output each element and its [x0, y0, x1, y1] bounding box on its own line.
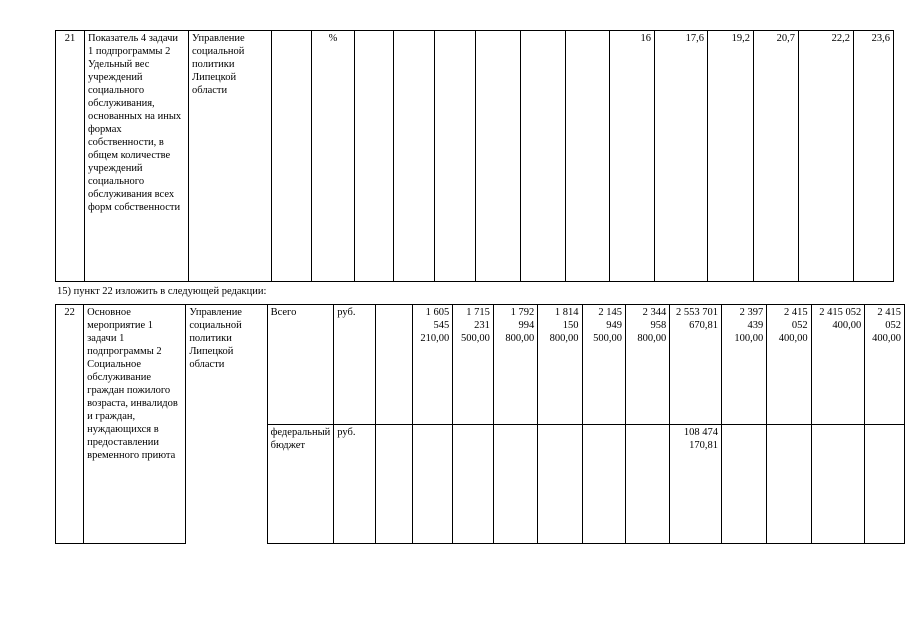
value-cell: 1 605 545 210,00: [412, 305, 453, 425]
value-cell: [538, 424, 582, 544]
value-cell: 23,6: [854, 31, 894, 282]
value-cell: 2 397 439 100,00: [722, 305, 767, 425]
value-cell: 2 344 958 800,00: [625, 305, 669, 425]
value-cell: [625, 424, 669, 544]
value-cell: 19,2: [708, 31, 754, 282]
row-number: 21: [56, 31, 85, 282]
value-cell: 2 553 701 670,81: [670, 305, 722, 425]
value-cell: [865, 424, 905, 544]
activity-name: Основное мероприятие 1 задачи 1 подпрограммы 2 Социальное обслуживание граждан пожилого возраста, инвалидов и граждан, нуждающихся в предоставлении временного приюта: [84, 305, 186, 544]
row-number: 22: [56, 305, 84, 544]
value-cell: [355, 31, 394, 282]
unit-cell: руб.: [334, 424, 376, 544]
value-cell: [435, 31, 476, 282]
table-row-21: [55, 30, 894, 282]
value-cell: 2 415 052 400,00: [811, 305, 865, 425]
value-cell: 1 792 994 800,00: [493, 305, 537, 425]
value-cell: 17,6: [655, 31, 708, 282]
value-cell: [722, 424, 767, 544]
value-cell: [811, 424, 865, 544]
value-cell: [453, 424, 494, 544]
value-cell: [566, 31, 610, 282]
amendment-note: 15) пункт 22 изложить в следующей редакции:: [57, 286, 267, 297]
value-cell: 20,7: [754, 31, 799, 282]
value-cell: [375, 424, 412, 544]
unit-cell: %: [312, 31, 355, 282]
value-cell: 1 715 231 500,00: [453, 305, 494, 425]
value-cell: [375, 305, 412, 425]
value-cell: [476, 31, 521, 282]
source-total: Всего: [267, 305, 334, 425]
value-cell: 108 474 170,81: [670, 424, 722, 544]
source-federal: федеральный бюджет: [267, 424, 334, 544]
value-cell: 16: [610, 31, 655, 282]
value-cell: 2 145 949 500,00: [582, 305, 625, 425]
executor: Управление социальной политики Липецкой области: [189, 31, 272, 282]
table-row-22: [55, 304, 905, 544]
value-cell: [582, 424, 625, 544]
value-cell: 2 415 052 400,00: [767, 305, 811, 425]
value-cell: [493, 424, 537, 544]
value-cell: 1 814 150 800,00: [538, 305, 582, 425]
executor: Управление социальной политики Липецкой области: [186, 305, 267, 544]
value-cell: 22,2: [799, 31, 854, 282]
source-cell: [272, 31, 312, 282]
value-cell: [412, 424, 453, 544]
value-cell: [394, 31, 435, 282]
value-cell: [767, 424, 811, 544]
value-cell: 2 415 052 400,00: [865, 305, 905, 425]
indicator-name: Показатель 4 задачи 1 подпрограммы 2 Удельный вес учреждений социального обслуживания, основанных на иных формах собственности, в общем количестве учреждений социального обслуживания всех форм собственности: [85, 31, 189, 282]
value-cell: [521, 31, 566, 282]
unit-cell: руб.: [334, 305, 376, 425]
